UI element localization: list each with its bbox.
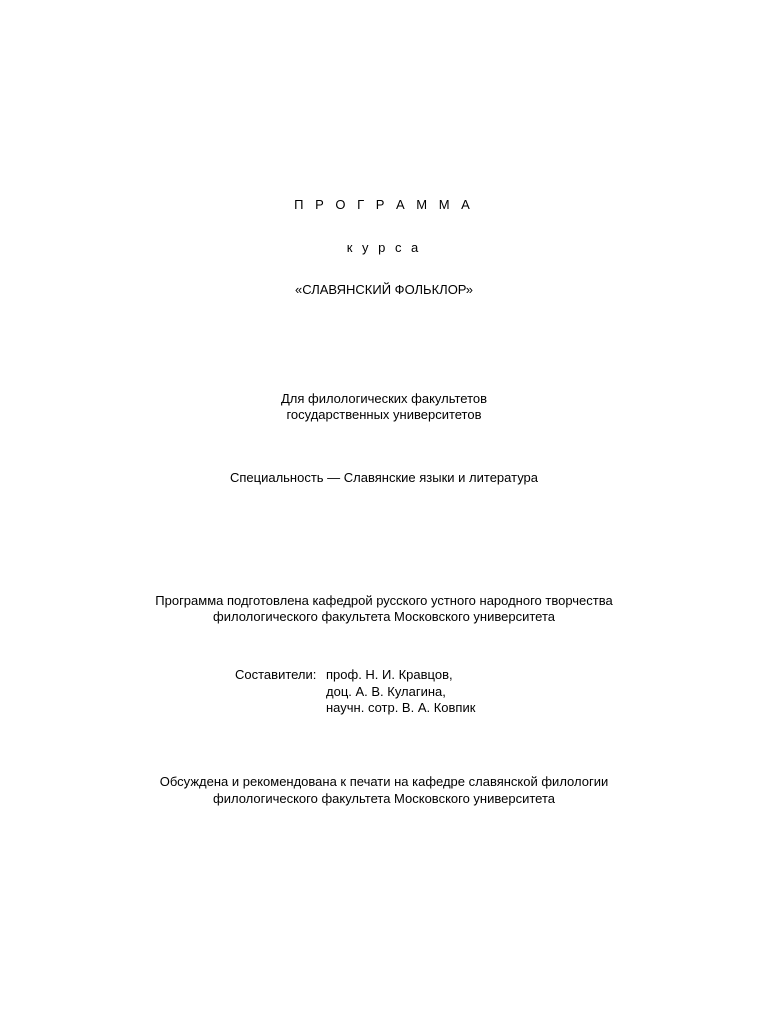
course-title: «СЛАВЯНСКИЙ ФОЛЬКЛОР» xyxy=(295,282,473,297)
prepared-line-1: Программа подготовлена кафедрой русского устного народного творчества xyxy=(155,593,613,608)
audience-line-2: государственных университетов xyxy=(286,407,482,422)
compiler-name-2: доц. А. В. Кулагина, xyxy=(326,684,446,699)
compiler-name-3: научн. сотр. В. А. Ковпик xyxy=(326,700,476,715)
approval-line-1: Обсуждена и рекомендована к печати на кафедре славянской филологии xyxy=(159,774,609,789)
compiler-name-1: проф. Н. И. Кравцов, xyxy=(326,667,453,682)
program-heading: П Р О Г Р А М М А xyxy=(294,197,474,212)
specialty-line: Специальность — Славянские языки и литература xyxy=(229,470,539,485)
compilers-label: Составители: xyxy=(235,667,317,682)
approval-line-2: филологического факультета Московского университета xyxy=(213,791,555,806)
audience-line-1: Для филологических факультетов xyxy=(280,391,488,406)
course-subheading: к у р с а xyxy=(346,240,422,255)
prepared-line-2: филологического факультета Московского университета xyxy=(213,609,555,624)
